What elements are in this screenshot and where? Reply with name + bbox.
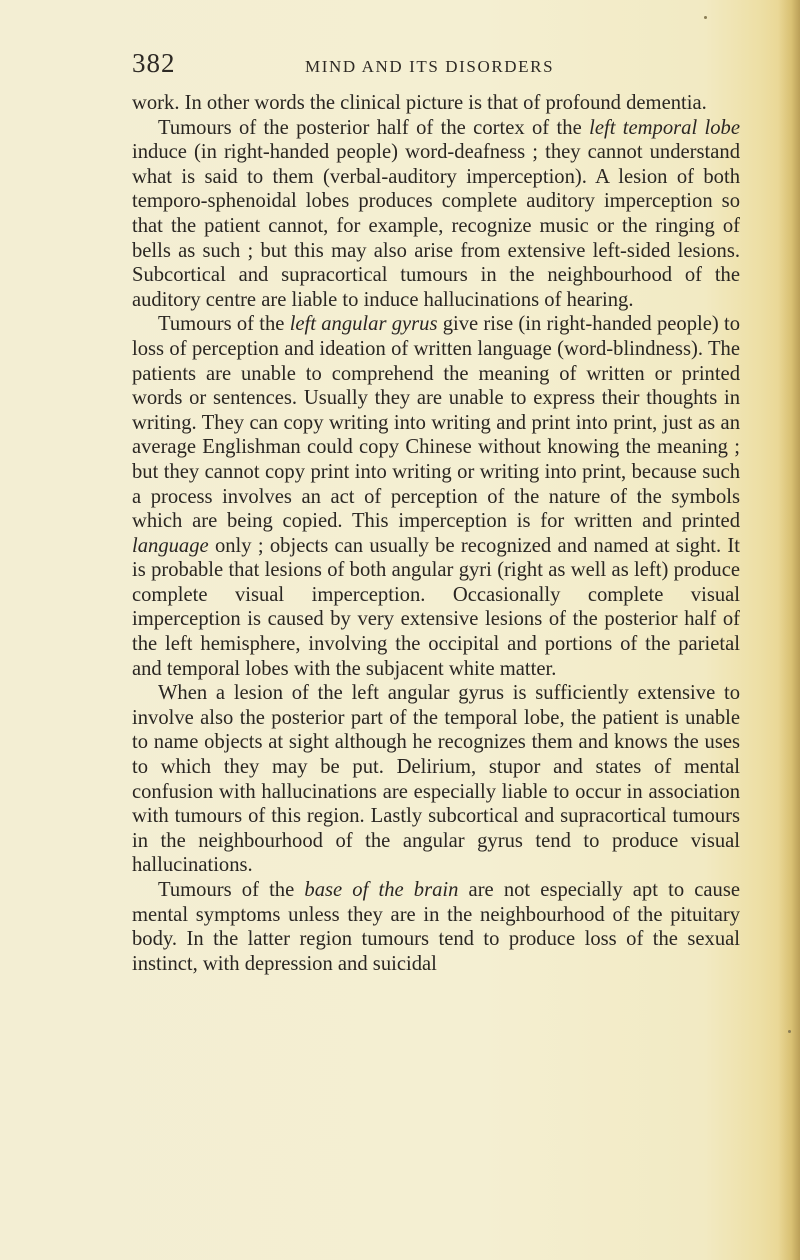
text-run: Tumours of the xyxy=(158,879,305,901)
running-head: MIND AND ITS DISORDERS xyxy=(305,57,555,76)
text-run: Tumours of the posterior half of the cortex of the xyxy=(158,116,590,139)
paragraph-base-of-brain xyxy=(132,878,740,976)
paragraph-extensive-lesion xyxy=(132,681,740,878)
text-run: induce (in right-handed people) word-deafness ; they cannot understand what is said to them (verbal-auditory imperception). A lesion of both temporo-sphenoidal lobes produces complete auditory imperception so that the patient cannot, for example, recognize music or the ringing of bells as such ; but this may also arise from extensive left-sided lesions. Subcortical and supracortical tumours in the neighbourhood of the auditory centre are liable to induce hallucinations of hearing. xyxy=(132,141,740,311)
page-edge-shadow xyxy=(778,0,800,1260)
text-run: only ; objects can usually be recognized and named at sight. It is probable that lesions of both angular gyri (right as well as left) produce complete visual imperception. Occasionally complete visual imperception is caused by very extensive lesions of the posterior half of the left hemisphere, involving the occipital and portions of the parietal and temporal lobes with the subjacent white matter. xyxy=(132,534,740,680)
text-run: When a lesion of the left angular gyrus is sufficiently extensive to involve also the posterior part of the temporal lobe, the patient is unable to name objects at sight although he recognizes them and knows the uses to which they may be put. Delirium, stupor and states of mental confusion with hallucinations are especially liable to occur in association with tumours of this region. Lastly subcortical and supracortical tumours in the neighbourhood of the angular gyrus tend to produce visual hallucinations. xyxy=(132,682,740,877)
page-number: 382 xyxy=(132,48,176,78)
italic-term: left angular gyrus xyxy=(289,313,438,336)
text-run: work. In other words the clinical picture is that of profound dementia. xyxy=(132,92,707,114)
paper-speck xyxy=(704,16,707,19)
text-run: Tumours of the xyxy=(158,313,290,336)
italic-term: left temporal lobe xyxy=(589,116,740,139)
body-text xyxy=(132,91,740,976)
paragraph-continuation xyxy=(132,91,740,116)
text-run: give rise (in right-handed people) to loss of perception and ideation of written language (word-blindness). The patients are unable to comprehend the meaning of written or printed words or sentences. Usually they are unable to express their thoughts in writing. They can copy writing into writing and print into print, just as an average Englishman could copy Chinese without knowing the meaning ; but they cannot copy print into writing or writing into print, because such a process involves an act of perception of the nature of the symbols which are being copied. This imperception is for written and printed xyxy=(132,313,740,533)
italic-term: base of the brain xyxy=(304,879,459,901)
paragraph-angular-gyrus xyxy=(132,312,740,681)
text-run: are not especially apt to cause mental symptoms unless they are in the neighbourhood of the pituitary body. In the latter region tumours tend to produce loss of the sexual instinct, with depression and suicidal xyxy=(132,879,740,975)
paper-speck xyxy=(788,1030,791,1033)
italic-term: language xyxy=(132,534,209,557)
paragraph-temporal-lobe xyxy=(132,116,740,313)
